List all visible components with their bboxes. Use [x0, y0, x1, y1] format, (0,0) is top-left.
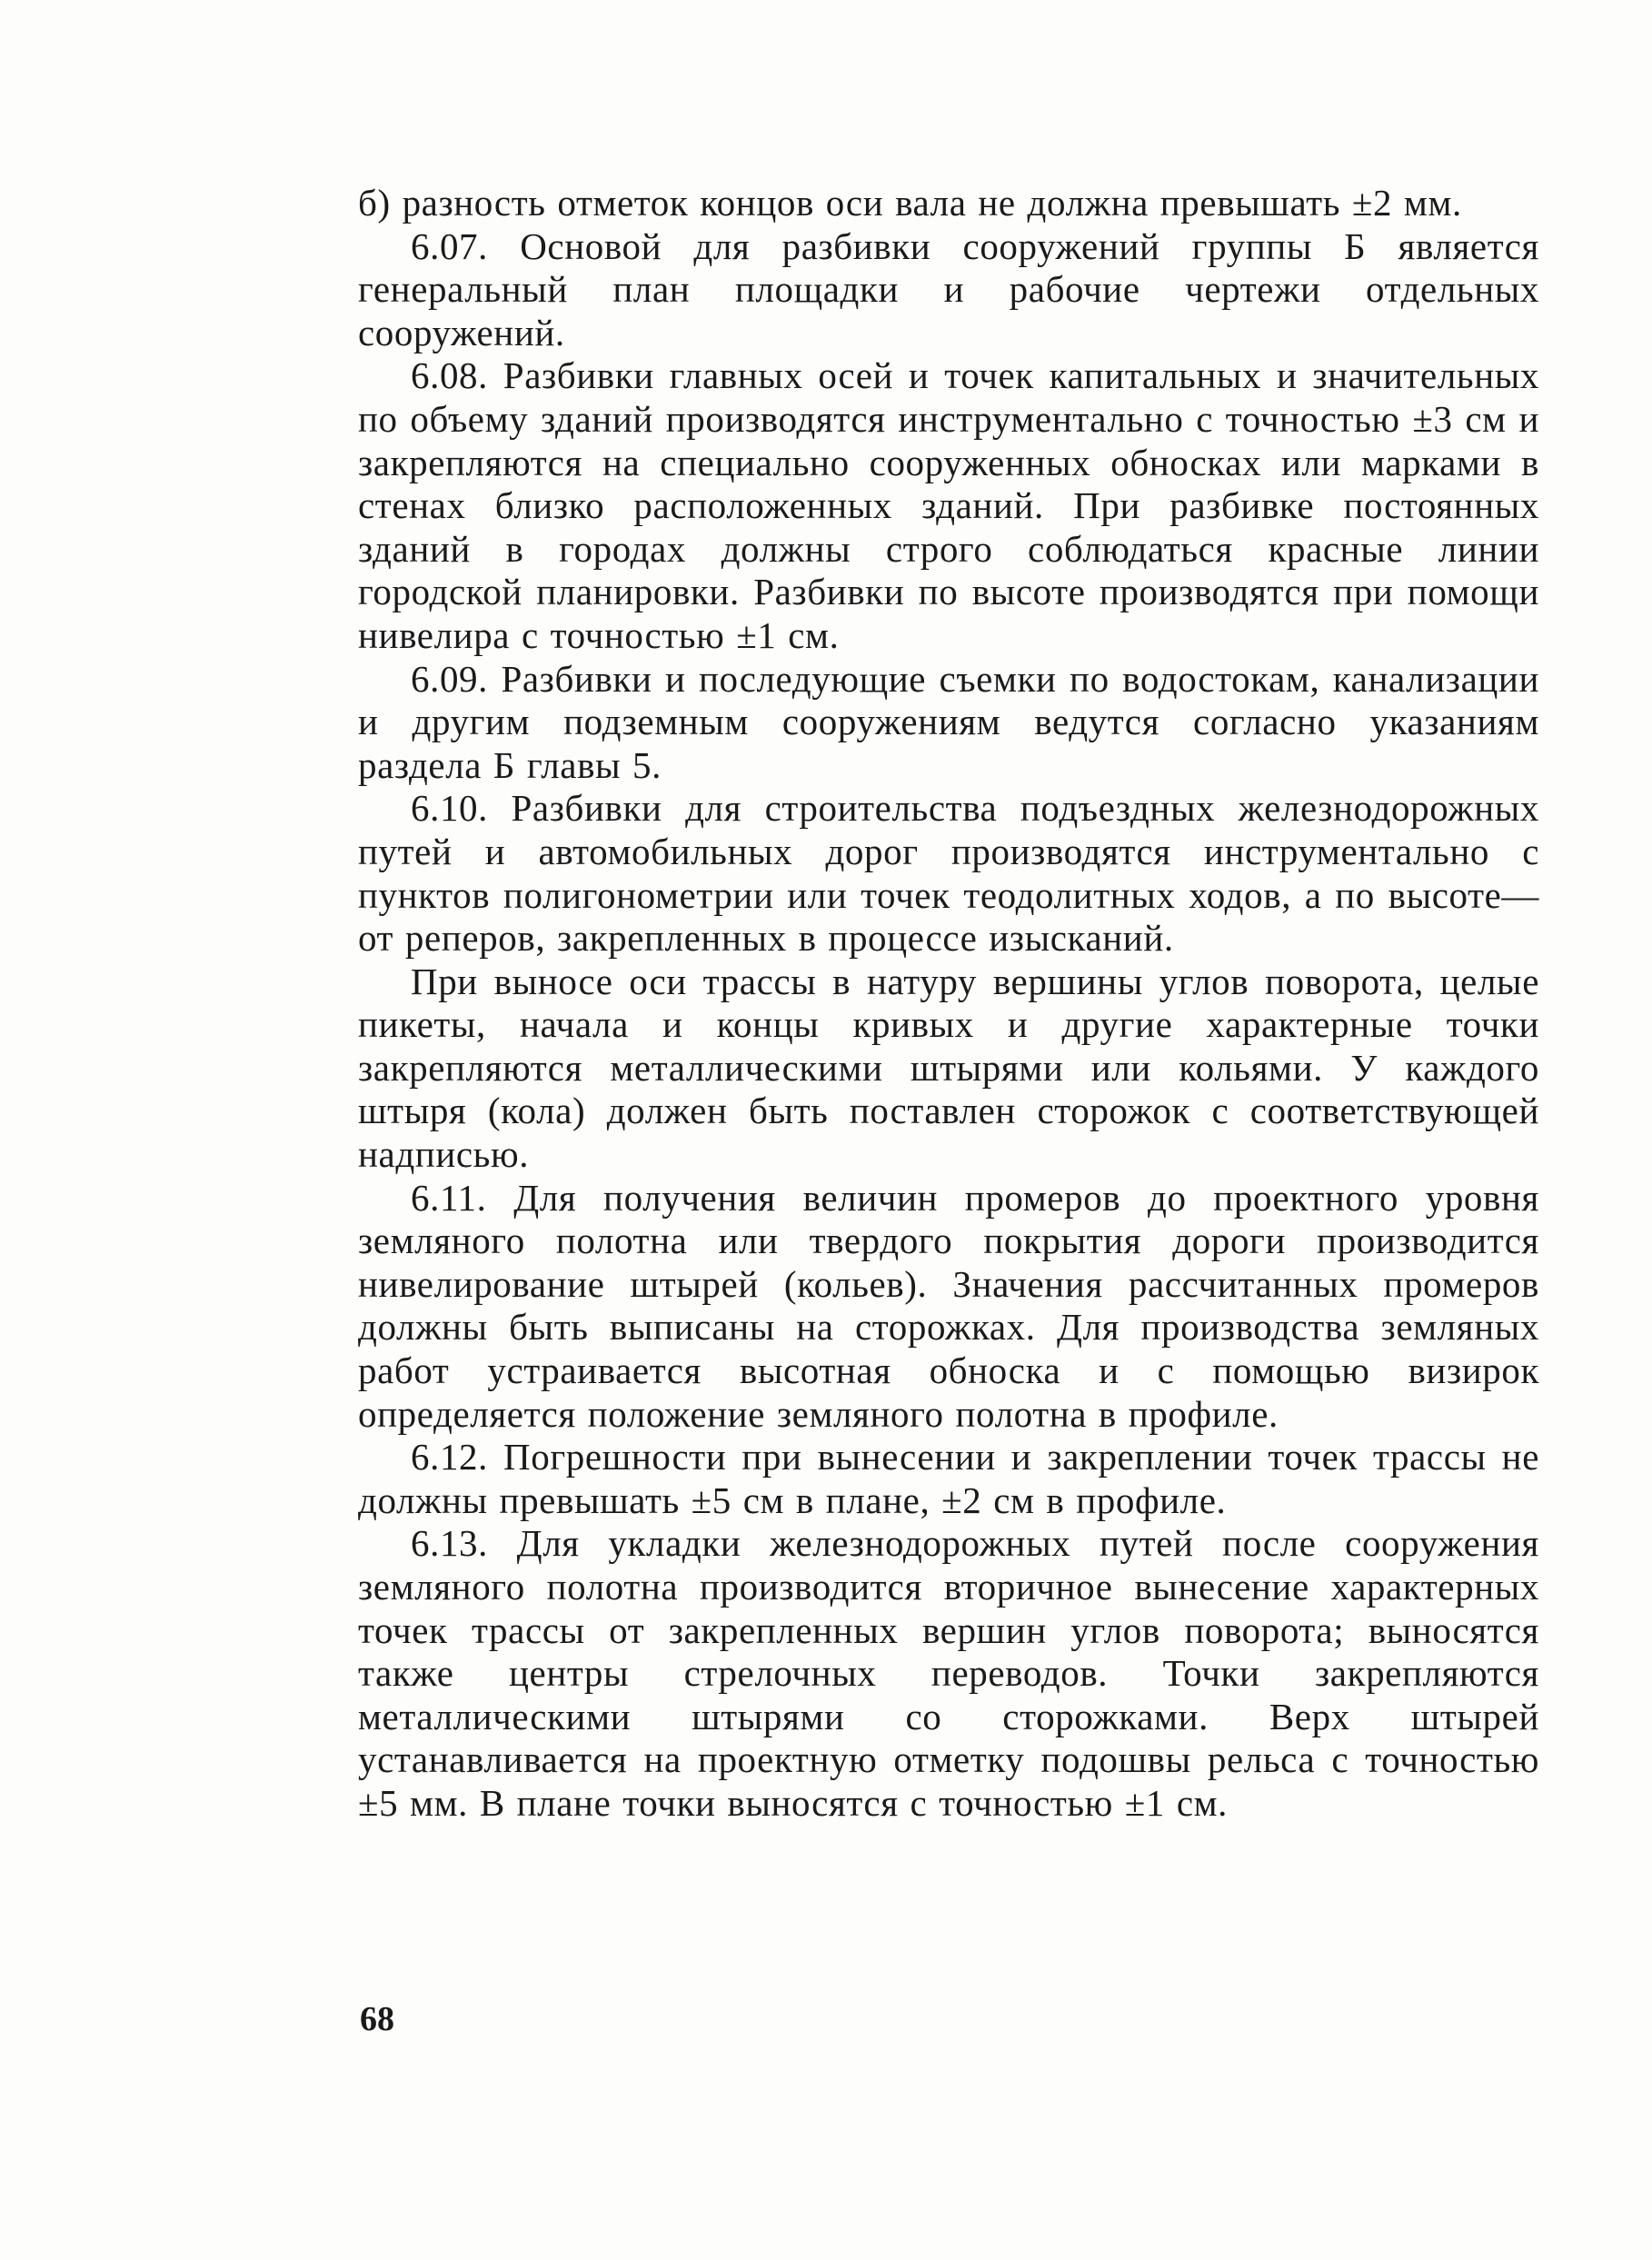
paragraph-6-13: 6.13. Для укладки железнодорожных путей после сооружения земляного полотна производится вторичное вынесение характерных точек трассы от закрепленных вершин углов поворота; выносятся также центры стрелочных переводов. Точки закрепляются металлическими штырями со сторожками. Верх штырей устанавливается на проектную отметку подошвы рельса с точностью ±5 мм. В плане точки выносятся с точностью ±1 см.	[358, 1522, 1539, 1824]
paragraph-6-10: 6.10. Разбивки для строительства подъездных железнодорожных путей и автомобильных дорог производятся инструментально с пунктов полигонометрии или точек теодолитных ходов, а по высоте—от реперов, закрепленных в процессе изысканий.	[358, 787, 1539, 960]
paragraph-6-07: 6.07. Основой для разбивки сооружений группы Б является генеральный план площадки и рабочие чертежи отдельных сооружений.	[358, 224, 1539, 353]
paragraph-trace-marking: При выносе оси трассы в натуру вершины углов поворота, целые пикеты, начала и концы кривых и другие характерные точки закрепляются металлическими штырями или кольями. У каждого штыря (кола) должен быть поставлен сторожок с соответствующей надписью.	[358, 960, 1539, 1176]
body-text	[358, 182, 1539, 1826]
paragraph-6-12: 6.12. Погрешности при вынесении и закреплении точек трассы не должны превышать ±5 см в плане, ±2 см в профиле.	[358, 1436, 1539, 1521]
paragraph-6-08: 6.08. Разбивки главных осей и точек капитальных и значительных по объему зданий производятся инструментально с точностью ±3 см и закрепляются на специально сооруженных обносках или марками в стенах близко расположенных зданий. При разбивке постоянных зданий в городах должны строго соблюдаться красные линии городской планировки. Разбивки по высоте производятся при помощи нивелира с точностью ±1 см.	[358, 354, 1539, 656]
paragraph-6-11: 6.11. Для получения величин промеров до проектного уровня земляного полотна или твердого покрытия дороги производится нивелирование штырей (кольев). Значения рассчитанных промеров должны быть выписаны на сторожках. Для производства земляных работ устраивается высотная обноска и с помощью визирок определяется положение земляного полотна в профиле.	[358, 1176, 1539, 1435]
paragraph-6-09: 6.09. Разбивки и последующие съемки по водостокам, канализации и другим подземным сооружениям ведутся согласно указаниям раздела Б главы 5.	[358, 657, 1539, 786]
paragraph-b: б) разность отметок концов оси вала не должна превышать ±2 мм.	[358, 182, 1462, 224]
page-number: 68	[360, 2000, 394, 2038]
